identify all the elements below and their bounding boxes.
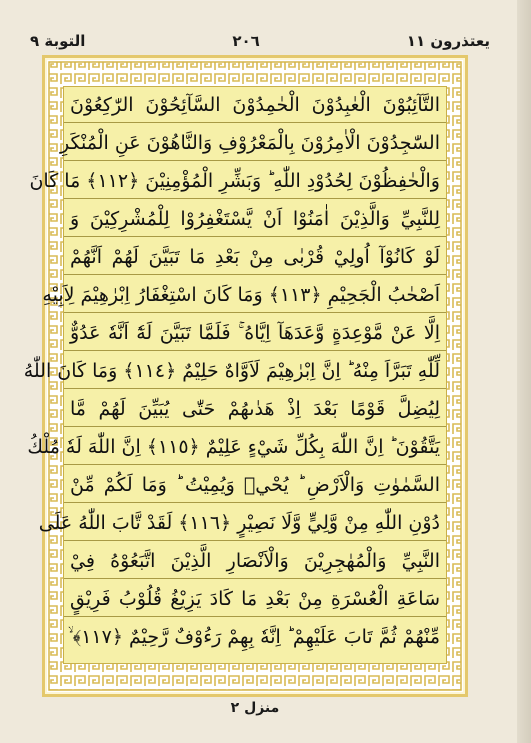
- surah-name-header: التوبة ٩: [30, 32, 86, 50]
- verse-line: السَّمٰوٰتِ وَالْاَرْضِ ؕ يُحْيٖ وَيُمِيْتُ ؕ وَمَا لَكُمْ مِّنْ: [64, 467, 446, 503]
- verse-line: وَالْحٰفِظُوْنَ لِحُدُوْدِ اللّٰهِ ؕ وَبَشِّرِ الْمُؤْمِنِيْنَ ﴿١١٢﴾ مَا كَانَ: [64, 163, 446, 199]
- manzil-label: منزل ٢: [230, 700, 280, 716]
- verse-line: اَصْحٰبُ الْجَحِيْمِ ﴿١١٣﴾ وَمَا كَانَ اسْتِغْفَارُ اِبْرٰهِيْمَ لِاَبِيْهِ: [64, 277, 446, 313]
- verse-line: لَوْ كَانُوْآ اُولِيْ قُرْبٰى مِنْ بَعْدِ مَا تَبَيَّنَ لَهُمْ اَنَّهُمْ: [64, 239, 446, 275]
- verse-line: يَتَّقُوْنَ ؕ اِنَّ اللّٰهَ بِكُلِّ شَيْءٍ عَلِيْمٌ ﴿١١٥﴾ اِنَّ اللّٰهَ لَهٗ مُلْكُ: [64, 429, 446, 465]
- page-edge-shadow: [517, 0, 531, 743]
- verse-line: السّٰجِدُوْنَ الْاٰمِرُوْنَ بِالْمَعْرُوْفِ وَالنَّاهُوْنَ عَنِ الْمُنْكَرِ: [64, 125, 446, 161]
- juz-name-header: يعتذرون ١١: [406, 32, 490, 50]
- verse-line: اِلَّا عَنْ مَّوْعِدَةٍ وَّعَدَهَآ اِيَّاهُ ۚ فَلَمَّا تَبَيَّنَ لَهٗٓ اَنَّهٗ عَدُوٌّ: [64, 315, 446, 351]
- verse-text-area: [23, 86, 447, 664]
- page-header: [30, 30, 490, 52]
- verse-line: لِلنَّبِيِّ وَالَّذِيْنَ اٰمَنُوْا اَنْ يَّسْتَغْفِرُوْا لِلْمُشْرِكِيْنَ وَ: [64, 201, 446, 237]
- verse-line: التَّآئِبُوْنَ الْعٰبِدُوْنَ الْحٰمِدُوْنَ السَّآئِحُوْنَ الرّٰكِعُوْنَ: [64, 87, 446, 123]
- verse-line: سَاعَةِ الْعُسْرَةِ مِنْ بَعْدِ مَا كَادَ يَزِيْغُ قُلُوْبُ فَرِيْقٍ: [64, 581, 446, 617]
- verse-line: دُوْنِ اللّٰهِ مِنْ وَّلِيٍّ وَّلَا نَصِيْرٍ ﴿١١٦﴾ لَقَدْ تَّابَ اللّٰهُ عَلَى: [64, 505, 446, 541]
- page-number: ٢٠٦: [232, 32, 260, 50]
- decorative-frame: [23, 55, 468, 697]
- verse-line: النَّبِيِّ وَالْمُهٰجِرِيْنَ وَالْاَنْصَارِ الَّذِيْنَ اتَّبَعُوْهُ فِيْ: [64, 543, 446, 579]
- verse-line: لِيُضِلَّ قَوْمًا بَعْدَ اِذْ هَدٰىهُمْ حَتّٰى يُبَيِّنَ لَهُمْ مَّا: [64, 391, 446, 427]
- verse-line: لِّلّٰهِ تَبَرَّاَ مِنْهُ ؕ اِنَّ اِبْرٰهِيْمَ لَاَوَّاهٌ حَلِيْمٌ ﴿١١٤﴾ وَمَا كَانَ اللّٰهُ: [64, 353, 446, 389]
- verse-line: مِّنْهُمْ ثُمَّ تَابَ عَلَيْهِمْ ؕ اِنَّهٗ بِهِمْ رَءُوْفٌ رَّحِيْمٌ ﴿١١٧﴾ ۙ: [68, 626, 440, 648]
